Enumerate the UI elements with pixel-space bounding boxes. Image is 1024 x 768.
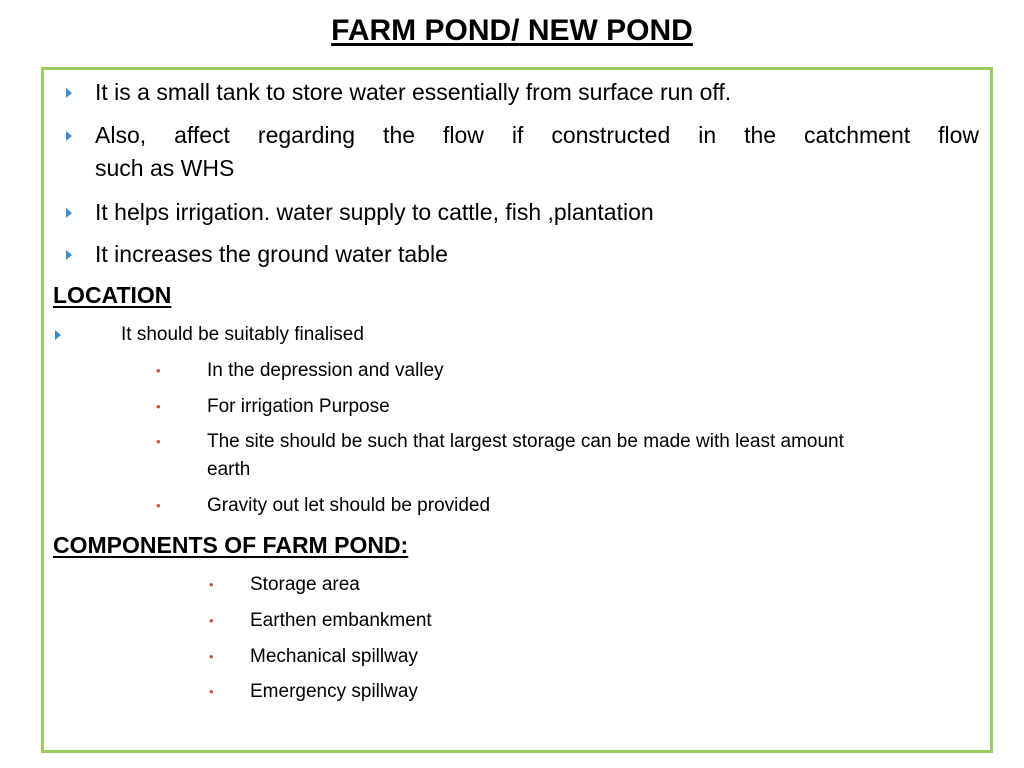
location-item-4: Gravity out let should be provided	[207, 495, 491, 516]
intro-bullet-2-line1: Also, affect regarding the flow if constructed in the catchment flow	[95, 122, 979, 148]
component-item-3: Mechanical spillway	[250, 646, 418, 667]
arrow-bullet-icon	[55, 330, 61, 340]
arrow-bullet-icon	[66, 131, 72, 141]
component-item-2: Earthen embankment	[250, 610, 432, 631]
location-item-2: For irrigation Purpose	[207, 396, 390, 417]
location-heading: LOCATION	[53, 282, 172, 308]
dot-bullet-icon: •	[209, 649, 214, 664]
arrow-bullet-icon	[66, 208, 72, 218]
location-lead: It should be suitably finalised	[121, 324, 364, 345]
dot-bullet-icon: •	[156, 363, 161, 378]
intro-bullet-1: It is a small tank to store water essentially from surface run off.	[95, 79, 732, 105]
components-heading: COMPONENTS OF FARM POND:	[53, 532, 409, 558]
intro-bullet-3: It helps irrigation. water supply to cattle, fish ,plantation	[95, 199, 654, 225]
intro-bullet-4: It increases the ground water table	[95, 241, 448, 267]
dot-bullet-icon: •	[156, 498, 161, 513]
location-item-3-line2: earth	[207, 459, 251, 480]
location-item-1: In the depression and valley	[207, 360, 444, 381]
dot-bullet-icon: •	[156, 434, 161, 449]
dot-bullet-icon: •	[156, 399, 161, 414]
dot-bullet-icon: •	[209, 577, 214, 592]
component-item-1: Storage area	[250, 574, 360, 595]
slide-title: FARM POND/ NEW POND	[331, 14, 693, 47]
arrow-bullet-icon	[66, 250, 72, 260]
dot-bullet-icon: •	[209, 684, 214, 699]
dot-bullet-icon: •	[209, 613, 214, 628]
component-item-4: Emergency spillway	[250, 681, 418, 702]
intro-bullet-2-line2: such as WHS	[95, 155, 235, 181]
location-item-3-line1: The site should be such that largest storage can be made with least amount	[207, 431, 844, 452]
arrow-bullet-icon	[66, 88, 72, 98]
